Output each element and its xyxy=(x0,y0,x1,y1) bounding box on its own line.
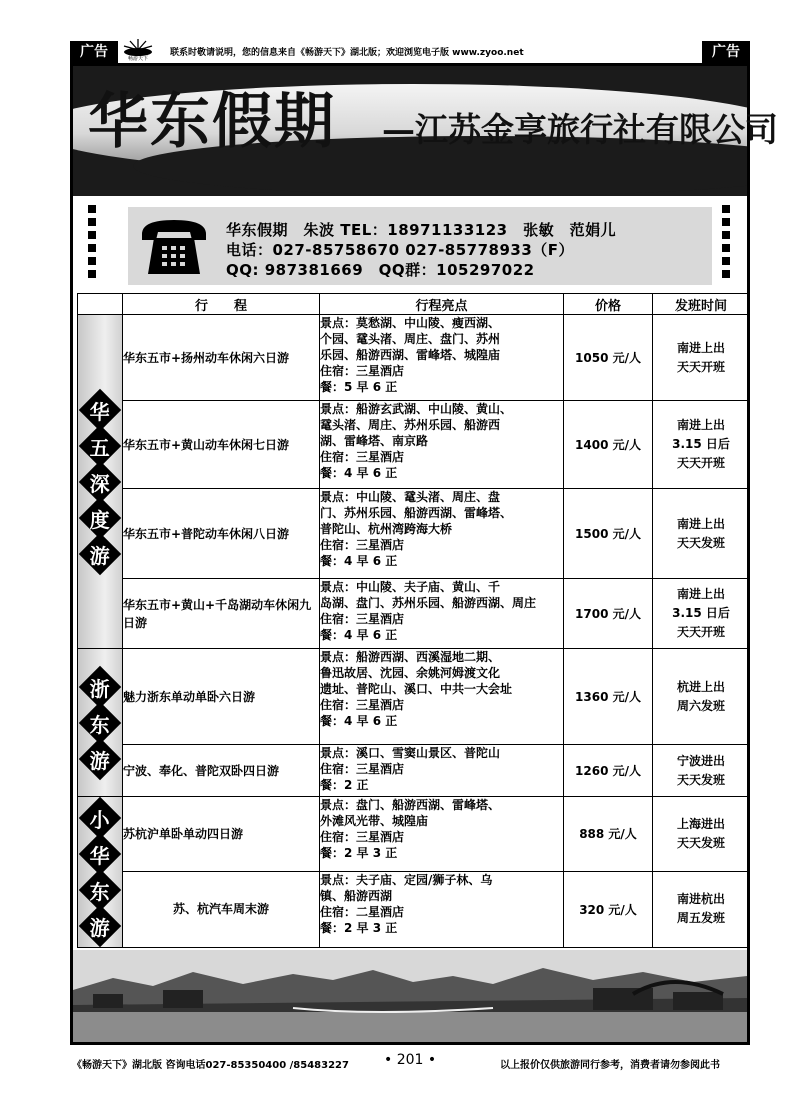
route-name: 华东五市+黄山动车休闲七日游 xyxy=(123,401,320,489)
departure-schedule xyxy=(653,401,750,489)
tour-group-label xyxy=(78,797,123,948)
route-highlights xyxy=(320,401,564,489)
departure-schedule xyxy=(653,745,750,797)
table-row xyxy=(78,489,750,579)
departure-schedule xyxy=(653,649,750,745)
price: 888 元/人 xyxy=(564,797,653,872)
highlight-line: 住宿：三星酒店 xyxy=(320,364,405,378)
tour-group-label xyxy=(78,649,123,797)
highlight-line: 景点：船游玄武湖、中山陵、黄山、 xyxy=(320,402,513,416)
highlight-line: 遗址、普陀山、溪口、中共一大会址 xyxy=(320,682,513,696)
highlight-line: 鲁迅故居、沈园、余姚河姆渡文化 xyxy=(320,666,501,680)
group-label-char: 五 xyxy=(79,424,121,466)
contact-line-3: QQ: 987381669 QQ群：105297022 xyxy=(226,261,535,279)
route-highlights xyxy=(320,871,564,947)
group-label-char: 度 xyxy=(79,496,121,538)
banner-title: 华东假期 xyxy=(88,87,336,157)
highlight-line: 景点：盘门、船游西湖、雷峰塔、 xyxy=(320,798,501,812)
header-blank xyxy=(78,294,123,315)
route-name: 魅力浙东单动单卧六日游 xyxy=(123,649,320,745)
departure-line: 天天发班 xyxy=(676,772,725,787)
group-label-char: 东 xyxy=(79,869,121,911)
page-number: • 201 • xyxy=(384,1052,437,1068)
departure-line: 南进杭出 xyxy=(676,892,725,907)
footer-contact: 《畅游天下》湖北版 咨询电话027-85350400 /85483227 xyxy=(72,1060,349,1071)
highlight-line: 景点：莫愁湖、中山陵、瘦西湖、 xyxy=(320,316,501,330)
highlight-line: 鼋头渚、周庄、苏州乐园、船游西 xyxy=(320,418,501,432)
route-name: 苏杭沪单卧单动四日游 xyxy=(123,797,320,872)
price: 1360 元/人 xyxy=(564,649,653,745)
route-highlights xyxy=(320,489,564,579)
highlight-line: 岛湖、盘门、苏州乐园、船游西湖、周庄 xyxy=(320,596,537,610)
departure-line: 南进上出 xyxy=(676,340,725,355)
price: 1400 元/人 xyxy=(564,401,653,489)
film-strip-left xyxy=(88,205,96,285)
highlight-line: 餐：2 早 3 正 xyxy=(320,920,398,935)
route-highlights xyxy=(320,797,564,872)
highlight-line: 餐：4 早 6 正 xyxy=(320,466,398,480)
departure-schedule xyxy=(653,797,750,872)
group-label-char: 浙 xyxy=(79,665,121,707)
table-row xyxy=(78,797,750,872)
table-row xyxy=(78,315,750,401)
header-departure: 发班时间 xyxy=(653,294,750,315)
highlight-line: 门、苏州乐园、船游西湖、雷峰塔、 xyxy=(320,506,513,520)
departure-line: 南进上出 xyxy=(676,516,725,531)
departure-line: 宁波进出 xyxy=(676,753,725,768)
departure-line: 周五发班 xyxy=(676,911,725,926)
highlight-line: 餐：2 正 xyxy=(320,778,369,792)
departure-line: 杭进上出 xyxy=(676,679,725,694)
table-row xyxy=(78,871,750,947)
price: 1700 元/人 xyxy=(564,579,653,649)
departure-line: 南进上出 xyxy=(676,587,725,601)
header-highlights: 行程亮点 xyxy=(320,294,564,315)
price: 1050 元/人 xyxy=(564,315,653,401)
highlight-line: 餐：2 早 3 正 xyxy=(320,846,398,860)
highlight-line: 住宿：三星酒店 xyxy=(320,612,405,626)
route-name: 苏、杭汽车周末游 xyxy=(123,871,320,947)
departure-schedule xyxy=(653,579,750,649)
header-note: 联系时敬请说明，您的信息来自《畅游天下》湖北版；欢迎浏览电子版 www.zyoo.net xyxy=(170,48,524,58)
departure-line: 南进上出 xyxy=(676,418,725,432)
highlight-line: 个园、鼋头渚、周庄、盘门、苏州 xyxy=(320,332,501,346)
telephone-icon xyxy=(138,216,210,278)
departure-schedule xyxy=(653,315,750,401)
departure-line: 天天开班 xyxy=(676,456,725,470)
header-route: 行 程 xyxy=(123,294,320,315)
highlight-line: 住宿：二星酒店 xyxy=(320,904,405,919)
departure-line: 上海进出 xyxy=(676,816,725,831)
group-label-char: 深 xyxy=(79,460,121,502)
highlight-line: 餐：4 早 6 正 xyxy=(320,554,398,568)
highlight-line: 住宿：三星酒店 xyxy=(320,830,405,844)
highlight-line: 景点：船游西湖、西溪湿地二期、 xyxy=(320,650,501,664)
highlight-line: 住宿：三星酒店 xyxy=(320,450,405,464)
route-highlights xyxy=(320,649,564,745)
highlight-line: 景点：溪口、雪窦山景区、普陀山 xyxy=(320,746,501,760)
price: 320 元/人 xyxy=(564,871,653,947)
scenic-photo xyxy=(73,950,747,1042)
price: 1260 元/人 xyxy=(564,745,653,797)
highlight-line: 餐：5 早 6 正 xyxy=(320,380,398,394)
group-label-char: 游 xyxy=(79,532,121,574)
route-name: 宁波、奉化、普陀双卧四日游 xyxy=(123,745,320,797)
departure-schedule xyxy=(653,871,750,947)
highlight-line: 住宿：三星酒店 xyxy=(320,762,405,776)
group-label-char: 华 xyxy=(79,833,121,875)
table-header-row xyxy=(78,294,750,315)
highlight-line: 景点：夫子庙、定园/狮子林、乌 xyxy=(320,872,493,887)
highlight-line: 镇、船游西湖 xyxy=(320,888,393,903)
highlight-line: 景点：中山陵、鼋头渚、周庄、盘 xyxy=(320,490,501,504)
table-row xyxy=(78,401,750,489)
route-highlights xyxy=(320,579,564,649)
table-row xyxy=(78,579,750,649)
highlight-line: 外滩风光带、城隍庙 xyxy=(320,814,429,828)
route-name: 华东五市+黄山+千岛湖动车休闲九日游 xyxy=(123,579,320,649)
departure-line: 天天发班 xyxy=(676,535,725,550)
tour-group-label xyxy=(78,315,123,649)
highlight-line: 餐：4 早 6 正 xyxy=(320,628,398,642)
header-price: 价格 xyxy=(564,294,653,315)
group-label-char: 华 xyxy=(79,388,121,430)
logo-text: 畅游天下 xyxy=(127,56,149,62)
highlight-line: 湖、雷峰塔、南京路 xyxy=(320,434,429,448)
contact-line-2: 电话：027-85758670 027-85778933（F） xyxy=(226,241,575,259)
itinerary-table xyxy=(77,293,750,948)
group-label-char: 小 xyxy=(79,797,121,839)
banner-subtitle: —江苏金享旅行社有限公司 xyxy=(382,110,778,149)
table-row xyxy=(78,745,750,797)
highlight-line: 景点：中山陵、夫子庙、黄山、千 xyxy=(320,580,501,594)
group-label-char: 游 xyxy=(79,905,121,947)
route-highlights xyxy=(320,745,564,797)
ad-tag-right: 广告 xyxy=(702,41,750,63)
departure-line: 天天发班 xyxy=(676,835,725,850)
highlight-line: 住宿：三星酒店 xyxy=(320,698,405,712)
departure-line: 天天开班 xyxy=(676,359,725,374)
contact-line-1: 华东假期 朱波 TEL：18971133123 张敏 范娟儿 xyxy=(226,221,617,239)
highlight-line: 住宿：三星酒店 xyxy=(320,538,405,552)
highlight-line: 乐园、船游西湖、雷峰塔、城隍庙 xyxy=(320,348,501,362)
route-name: 华东五市+扬州动车休闲六日游 xyxy=(123,315,320,401)
route-name: 华东五市+普陀动车休闲八日游 xyxy=(123,489,320,579)
film-strip-right xyxy=(722,205,730,285)
departure-line: 3.15 日后 xyxy=(672,437,730,451)
price: 1500 元/人 xyxy=(564,489,653,579)
departure-line: 天天开班 xyxy=(676,625,725,639)
footer-disclaimer: 以上报价仅供旅游同行参考，消费者请勿参阅此书 xyxy=(500,1060,720,1071)
departure-line: 周六发班 xyxy=(676,698,725,713)
table-row xyxy=(78,649,750,745)
group-label-char: 游 xyxy=(79,737,121,779)
magazine-logo xyxy=(116,38,160,62)
departure-schedule xyxy=(653,489,750,579)
ad-tag-left: 广告 xyxy=(70,41,118,63)
departure-line: 3.15 日后 xyxy=(672,606,730,620)
group-label-char: 东 xyxy=(79,701,121,743)
highlight-line: 普陀山、杭州湾跨海大桥 xyxy=(320,522,453,536)
route-highlights xyxy=(320,315,564,401)
highlight-line: 餐：4 早 6 正 xyxy=(320,714,398,728)
